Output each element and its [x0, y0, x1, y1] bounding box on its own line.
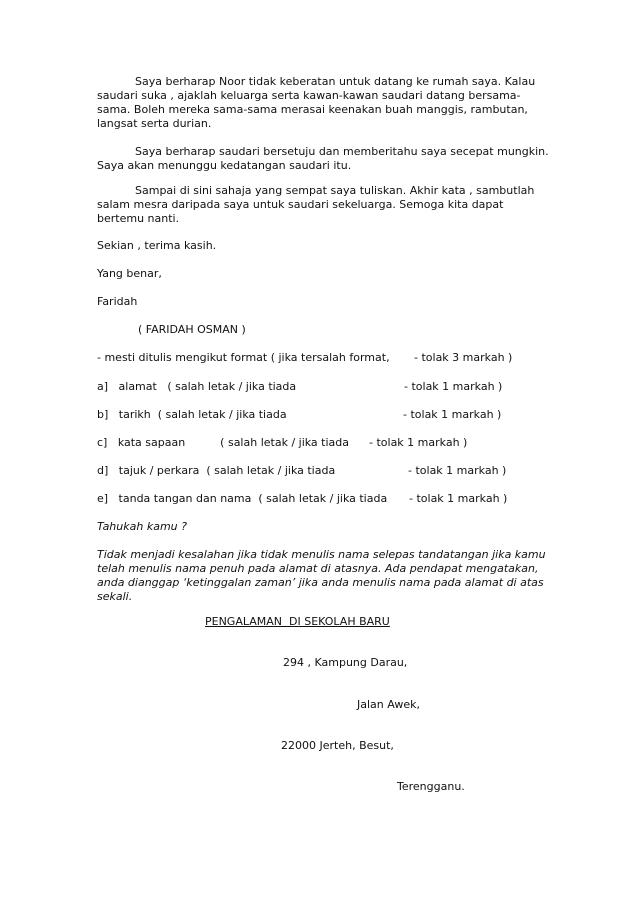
tip-line: Tidak menjadi kesalahan jika tidak menulis nama selepas tandatangan jika kamu [97, 548, 546, 561]
format-penalty: - tolak 3 markah ) [414, 351, 513, 364]
tip-line: anda dianggap ‘ketinggalan zaman’ jika anda menulis nama pada alamat di atas [97, 576, 544, 589]
para3-line: bertemu nanti. [97, 212, 180, 225]
marking-row: a] alamat ( salah letak / jika tiada [97, 380, 297, 393]
full-name-text: ( FARIDAH OSMAN ) [138, 323, 246, 336]
tip-line: telah menulis nama penuh pada alamat di atasnya. Ada pendapat mengatakan, [97, 562, 539, 575]
marking-penalty: - tolak 1 markah ) [404, 380, 503, 393]
para1-line: langsat serta durian. [97, 117, 212, 130]
address-line: Jalan Awek, [357, 698, 420, 711]
address-line: 294 , Kampung Darau, [283, 656, 408, 669]
closing-text: Sekian , terima kasih. [97, 239, 217, 252]
marking-penalty: - tolak 1 markah ) [408, 464, 507, 477]
para1-line: sama. Boleh mereka sama-sama merasai keenakan buah manggis, rambutan, [97, 103, 528, 116]
marking-row: c] kata sapaan ( salah letak / jika tiada [97, 436, 350, 449]
para1-line: saudari suka , ajaklah keluarga serta kawan-kawan saudari datang bersama- [97, 89, 521, 102]
address-line: 22000 Jerteh, Besut, [281, 739, 394, 752]
para2-line: Saya akan menunggu kedatangan saudari itu. [97, 159, 352, 172]
para2-line: Saya berharap saudari bersetuju dan memberitahu saya secepat mungkin. [135, 145, 549, 158]
para3-line: salam mesra daripada saya untuk saudari sekeluarga. Semoga kita dapat [97, 198, 504, 211]
tip-heading: Tahukah kamu ? [97, 520, 187, 533]
address-line: Terengganu. [397, 780, 465, 793]
para3-line: Sampai di sini sahaja yang sempat saya tuliskan. Akhir kata , sambutlah [135, 184, 535, 197]
para1-line: Saya berharap Noor tidak keberatan untuk datang ke rumah saya. Kalau [135, 75, 536, 88]
marking-row: e] tanda tangan dan nama ( salah letak / jika tiada [97, 492, 388, 505]
marking-row: d] tajuk / perkara ( salah letak / jika tiada [97, 464, 336, 477]
yours-text: Yang benar, [97, 267, 162, 280]
signature-text: Faridah [97, 295, 138, 308]
marking-penalty: - tolak 1 markah ) [403, 408, 502, 421]
marking-penalty: - tolak 1 markah ) [369, 436, 468, 449]
tip-line: sekali. [97, 590, 133, 603]
marking-row: b] tarikh ( salah letak / jika tiada [97, 408, 287, 421]
marking-penalty: - tolak 1 markah ) [409, 492, 508, 505]
format-note: - mesti ditulis mengikut format ( jika tersalah format, [97, 351, 390, 364]
essay-title: PENGALAMAN DI SEKOLAH BARU [205, 615, 390, 628]
